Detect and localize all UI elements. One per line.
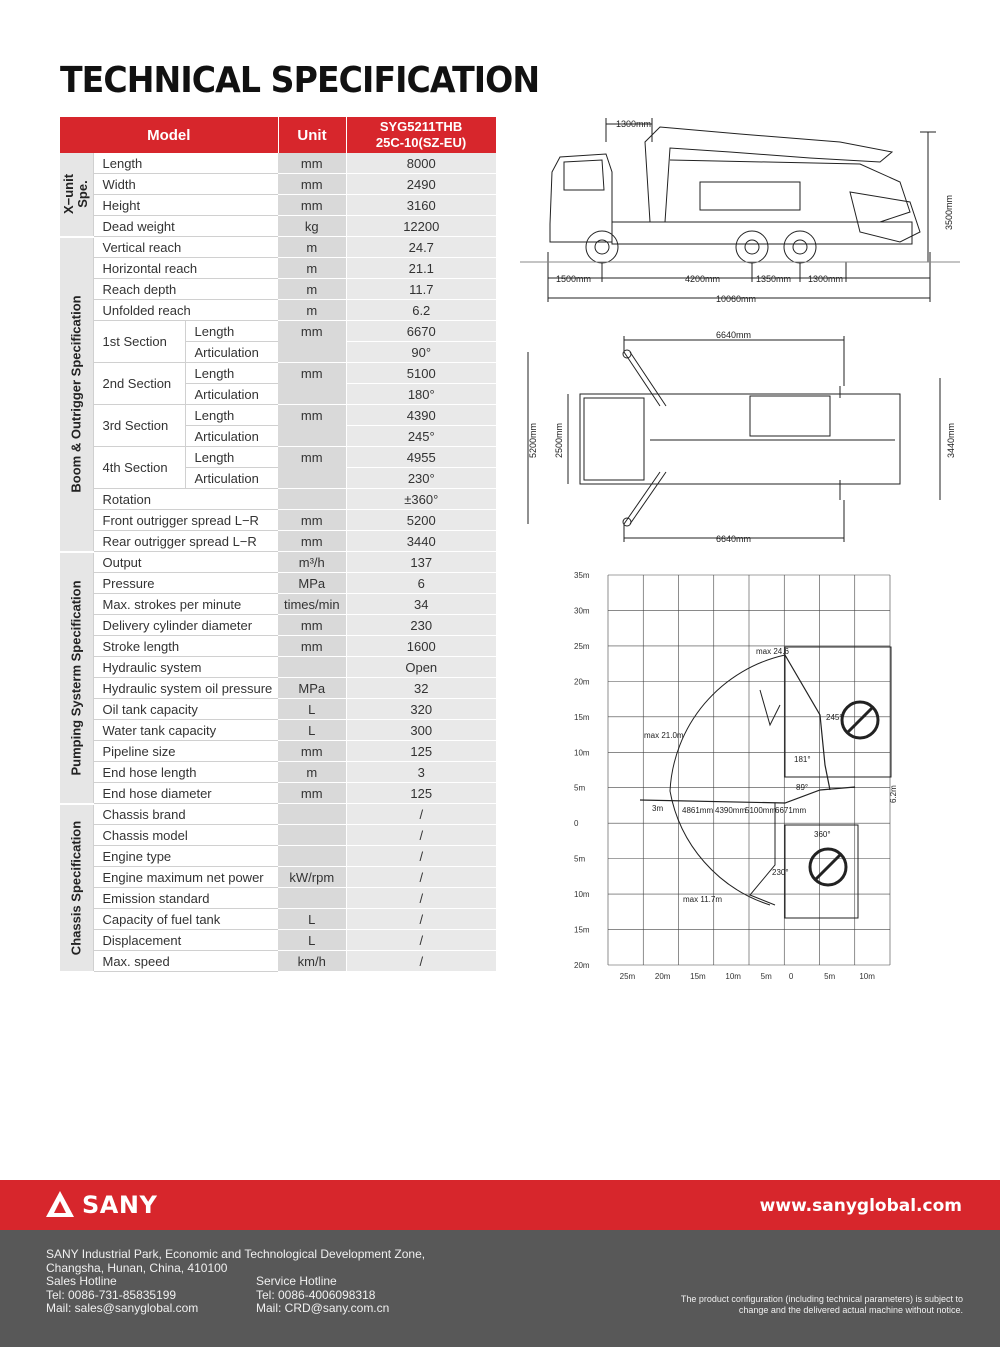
spec-unit: MPa (278, 573, 346, 594)
spec-name: End hose diameter (93, 783, 278, 804)
table-row (60, 489, 496, 510)
sales-label: Sales Hotline (46, 1274, 117, 1288)
top-dim-right: 3440mm (946, 422, 956, 458)
spec-unit: kg (278, 216, 346, 237)
spec-name: Rear outrigger spread L−R (93, 531, 278, 552)
spec-name: Chassis model (93, 825, 278, 846)
category-xunit-line1: X−unit (61, 174, 77, 215)
table-row (60, 174, 496, 195)
spec-value: 6.2 (346, 300, 496, 321)
spec-unit: m (278, 237, 346, 258)
spec-name: End hose length (93, 762, 278, 783)
header-unit: Unit (278, 117, 346, 153)
section-articulation-label: Articulation (185, 426, 278, 447)
spec-value: / (346, 888, 496, 909)
spec-value: / (346, 867, 496, 888)
spec-unit: m (278, 279, 346, 300)
spec-unit: m³/h (278, 552, 346, 573)
spec-unit: mm (278, 636, 346, 657)
label-hose: 3m (652, 804, 664, 813)
spec-value: 8000 (346, 153, 496, 174)
category-xunit-line2: Spe. (75, 180, 91, 208)
spec-unit (278, 825, 346, 846)
spec-name: Displacement (93, 930, 278, 951)
table-row (60, 510, 496, 531)
spec-value: 1600 (346, 636, 496, 657)
label-max-vertical: max 24.6 (756, 647, 789, 656)
table-row (60, 678, 496, 699)
side-dim-1: 1500mm (556, 274, 592, 284)
spec-name: Hydraulic system oil pressure (93, 678, 278, 699)
section-length-label: Length (185, 447, 278, 468)
section-length-value: 6670 (346, 321, 496, 342)
spec-unit: MPa (278, 678, 346, 699)
x-tick-label: 25m (619, 972, 636, 981)
spec-value: / (346, 804, 496, 825)
spec-value: 32 (346, 678, 496, 699)
page-title: TECHNICAL SPECIFICATION (60, 60, 540, 101)
side-dim-4: 1300mm (808, 274, 844, 284)
spec-unit: m (278, 762, 346, 783)
section-length-unit: mm (278, 405, 346, 447)
label-seg1: 4861mm (682, 806, 714, 815)
service-block (256, 1275, 389, 1316)
table-row (60, 573, 496, 594)
top-dim-left-inner: 2500mm (554, 422, 564, 458)
spec-name: Dead weight (93, 216, 278, 237)
spec-value: 2490 (346, 174, 496, 195)
top-dim-bottom: 6640mm (716, 534, 752, 544)
spec-name: Water tank capacity (93, 720, 278, 741)
table-row (60, 699, 496, 720)
side-dim-2: 4200mm (685, 274, 721, 284)
spec-name: Max. strokes per minute (93, 594, 278, 615)
spec-name: Unfolded reach (93, 300, 278, 321)
side-dim-total: 10060mm (716, 294, 757, 304)
spec-value: 5200 (346, 510, 496, 531)
table-row (60, 888, 496, 909)
table-row (60, 930, 496, 951)
table-row (60, 279, 496, 300)
section-articulation-label: Articulation (185, 468, 278, 489)
spec-name: Hydraulic system (93, 657, 278, 678)
spec-unit: mm (278, 783, 346, 804)
truck-chassis (612, 222, 912, 244)
spec-value: 6 (346, 573, 496, 594)
table-row (60, 531, 496, 552)
spec-unit: L (278, 720, 346, 741)
label-angle-1: 245° (826, 713, 843, 722)
spec-value: 320 (346, 699, 496, 720)
spec-value: / (346, 909, 496, 930)
spec-unit: mm (278, 531, 346, 552)
spec-table (60, 117, 497, 973)
section-name: 2nd Section (93, 363, 185, 405)
table-row (60, 720, 496, 741)
spec-name: Capacity of fuel tank (93, 909, 278, 930)
side-dim-height: 3500mm (944, 194, 954, 230)
spec-unit: mm (278, 195, 346, 216)
section-name: 4th Section (93, 447, 185, 489)
spec-name: Chassis brand (93, 804, 278, 825)
spec-name: Engine maximum net power (93, 867, 278, 888)
sales-tel: Tel: 0086-731-85835199 (46, 1287, 177, 1302)
section-length-unit: mm (278, 321, 346, 363)
spec-value: / (346, 825, 496, 846)
spec-value: / (346, 951, 496, 972)
model-value-line2: 25C-10(SZ-EU) (375, 135, 467, 150)
table-row (60, 216, 496, 237)
label-angle-3: 89° (796, 783, 809, 792)
sany-logo-icon (44, 1189, 76, 1219)
spec-value: 12200 (346, 216, 496, 237)
section-length-unit: mm (278, 363, 346, 405)
spec-name: Length (93, 153, 278, 174)
y-tick-label: 15m (574, 925, 590, 935)
spec-value: 125 (346, 783, 496, 804)
table-row (60, 951, 496, 972)
table-row (60, 258, 496, 279)
spec-name: Reach depth (93, 279, 278, 300)
label-max-depth: max 11.7m (683, 895, 722, 904)
label-seg3: 5100mm (745, 806, 777, 815)
category-boom (60, 237, 93, 552)
section-length-value: 4390 (346, 405, 496, 426)
table-row (60, 195, 496, 216)
section-length-value: 4955 (346, 447, 496, 468)
spec-value: 3160 (346, 195, 496, 216)
spec-unit (278, 657, 346, 678)
top-dim-left-outer: 5200mm (528, 422, 538, 458)
truck-body-top (580, 394, 900, 484)
spec-unit: L (278, 909, 346, 930)
folded-boom (645, 127, 892, 222)
y-tick-label: 20m (574, 961, 590, 970)
spec-value: 3 (346, 762, 496, 783)
section-articulation-label: Articulation (185, 342, 278, 363)
spec-value: / (346, 846, 496, 867)
spec-value: 300 (346, 720, 496, 741)
spec-name: Vertical reach (93, 237, 278, 258)
spec-unit: m (278, 258, 346, 279)
spec-unit: mm (278, 741, 346, 762)
table-row (60, 657, 496, 678)
table-header-row (60, 117, 496, 153)
truck-side-view (520, 112, 960, 307)
x-tick-label: 10m (859, 972, 875, 981)
spec-unit (278, 888, 346, 909)
section-length-value: 5100 (346, 363, 496, 384)
y-tick-label: 5m (574, 783, 586, 793)
label-angle-4: 230° (772, 868, 789, 877)
spec-name: Engine type (93, 846, 278, 867)
pump-unit (850, 192, 920, 242)
spec-value: 24.7 (346, 237, 496, 258)
label-seg2: 4390mm (715, 806, 747, 815)
spec-value: 21.1 (346, 258, 496, 279)
spec-unit: times/min (278, 594, 346, 615)
section-articulation-value: 180° (346, 384, 496, 405)
spec-name: Pipeline size (93, 741, 278, 762)
service-tel: Tel: 0086-4006098318 (256, 1287, 376, 1302)
section-name: 3rd Section (93, 405, 185, 447)
table-row (60, 447, 496, 468)
label-unfold: 6.2m (889, 785, 898, 803)
table-row (60, 846, 496, 867)
spec-name: Max. speed (93, 951, 278, 972)
table-row (60, 762, 496, 783)
category-chassis (60, 804, 93, 972)
spec-unit: mm (278, 615, 346, 636)
table-row (60, 300, 496, 321)
section-articulation-value: 90° (346, 342, 496, 363)
spec-name: Pressure (93, 573, 278, 594)
reach-diagram (570, 565, 910, 985)
side-dim-3: 1350mm (756, 274, 792, 284)
spec-unit (278, 846, 346, 867)
spec-name: Width (93, 174, 278, 195)
brand-name: SANY (82, 1191, 158, 1219)
spec-value: / (346, 930, 496, 951)
service-label: Service Hotline (256, 1274, 337, 1288)
table-row (60, 153, 496, 174)
disclaimer-line1: The product configuration (including technical parameters) is subject to (680, 1294, 963, 1304)
address-line1: SANY Industrial Park, Economic and Technological Development Zone, (46, 1247, 426, 1261)
boom-depth (750, 803, 775, 905)
spec-unit: mm (278, 510, 346, 531)
category-xunit (60, 153, 93, 237)
table-row (60, 741, 496, 762)
model-value-line1: SYG5211THB (379, 119, 463, 134)
y-tick-label: 20m (574, 677, 590, 687)
y-tick-label: 35m (574, 571, 590, 580)
spec-unit: m (278, 300, 346, 321)
wheel-rear-2 (784, 231, 816, 263)
spec-name: Stroke length (93, 636, 278, 657)
spec-name: Front outrigger spread L−R (93, 510, 278, 531)
spec-name: Rotation (93, 489, 278, 510)
label-max-horizontal: max 21.0m (644, 731, 684, 740)
section-length-unit: mm (278, 447, 346, 489)
sales-mail[interactable]: Mail: sales@sanyglobal.com (46, 1301, 199, 1315)
section-name: 1st Section (93, 321, 185, 363)
spec-value: 125 (346, 741, 496, 762)
section-articulation-value: 230° (346, 468, 496, 489)
table-row (60, 804, 496, 825)
table-row (60, 783, 496, 804)
spec-name: Output (93, 552, 278, 573)
spec-value: 3440 (346, 531, 496, 552)
spec-unit: mm (278, 174, 346, 195)
top-dim-top: 6640mm (716, 330, 752, 340)
table-row (60, 636, 496, 657)
y-tick-label: 30m (574, 606, 590, 616)
spec-unit: kW/rpm (278, 867, 346, 888)
spec-value: 230 (346, 615, 496, 636)
spec-value: ±360° (346, 489, 496, 510)
category-chassis-label: Chassis Specification (68, 820, 84, 955)
spec-unit: L (278, 930, 346, 951)
side-dim-top: 1300mm (616, 119, 652, 129)
section-length-label: Length (185, 405, 278, 426)
wheel-front (586, 231, 618, 263)
spec-name: Horizontal reach (93, 258, 278, 279)
y-tick-label: 10m (574, 890, 590, 900)
category-pumping-label: Pumping Systerm Specification (68, 579, 84, 776)
y-tick-label: 10m (574, 748, 590, 758)
category-pumping (60, 552, 93, 804)
spec-value: 34 (346, 594, 496, 615)
table-row (60, 363, 496, 384)
spec-unit (278, 489, 346, 510)
spec-unit: L (278, 699, 346, 720)
address-line2: Changsha, Hunan, China, 410100 (46, 1260, 228, 1275)
table-row (60, 405, 496, 426)
y-tick-label: 5m (574, 854, 586, 864)
cab-top (584, 398, 644, 480)
y-tick-label: 0 (574, 819, 579, 829)
boom-horizontal (640, 787, 855, 803)
spec-name: Delivery cylinder diameter (93, 615, 278, 636)
x-tick-label: 0 (788, 972, 794, 981)
service-mail[interactable]: Mail: CRD@sany.com.cn (256, 1301, 390, 1315)
spec-unit: mm (278, 153, 346, 174)
x-tick-label: 10m (725, 972, 741, 981)
spec-value: Open (346, 657, 496, 678)
category-boom-label: Boom & Outrigger Specification (68, 295, 84, 493)
spec-name: Height (93, 195, 278, 216)
y-tick-label: 25m (574, 641, 590, 651)
x-tick-label: 20m (654, 972, 671, 981)
spec-name: Oil tank capacity (93, 699, 278, 720)
x-tick-label: 15m (690, 972, 706, 981)
truck-top-view (520, 328, 960, 548)
x-tick-label: 5m (824, 972, 836, 981)
header-model: Model (60, 117, 278, 153)
table-row (60, 825, 496, 846)
reach-envelope (670, 655, 785, 905)
spec-value: 137 (346, 552, 496, 573)
header-model-value (346, 117, 496, 153)
section-length-label: Length (185, 363, 278, 384)
label-rotation: 360° (814, 830, 831, 839)
table-row (60, 615, 496, 636)
section-length-label: Length (185, 321, 278, 342)
section-articulation-label: Articulation (185, 384, 278, 405)
table-row (60, 909, 496, 930)
website-link[interactable]: www.sanyglobal.com (759, 1196, 962, 1216)
label-angle-2: 181° (794, 755, 811, 764)
y-tick-label: 15m (574, 712, 590, 722)
spec-unit: km/h (278, 951, 346, 972)
table-row (60, 321, 496, 342)
table-row (60, 594, 496, 615)
disclaimer (681, 1294, 963, 1316)
spec-unit (278, 804, 346, 825)
spec-name: Emission standard (93, 888, 278, 909)
wheel-rear-1 (736, 231, 768, 263)
table-row (60, 237, 496, 258)
disclaimer-line2: change and the delivered actual machine without notice. (738, 1305, 963, 1315)
section-articulation-value: 245° (346, 426, 496, 447)
table-row (60, 867, 496, 888)
x-tick-label: 5m (760, 972, 772, 981)
spec-value: 11.7 (346, 279, 496, 300)
boom-vertical (785, 655, 830, 790)
table-row (60, 552, 496, 573)
label-seg4: 6671mm (775, 806, 807, 815)
